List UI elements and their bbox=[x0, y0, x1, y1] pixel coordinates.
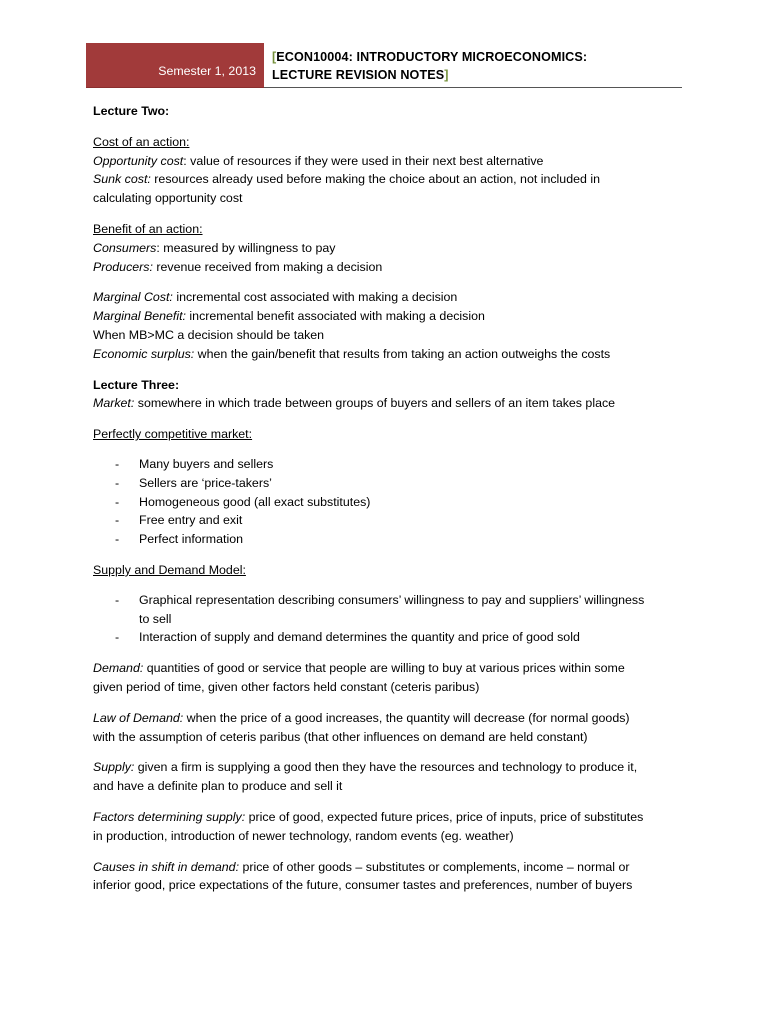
marginal-cost-line bbox=[93, 288, 693, 307]
demand-text-1: quantities of good or service that people are willing to buy at various prices within some bbox=[143, 661, 625, 676]
lecture-two-heading: Lecture Two: bbox=[93, 104, 170, 118]
sdm-item-1-line-1: - Graphical representation describing consumers’ willingness to pay and suppliers’ willingness bbox=[139, 592, 645, 607]
title-bracket-open: [ bbox=[272, 50, 277, 64]
list-item: - Perfect information bbox=[93, 530, 693, 549]
factors-supply-line-1 bbox=[93, 808, 693, 827]
title-line-1: ECON10004: INTRODUCTORY MICROECONOMICS: bbox=[276, 50, 588, 64]
law-of-demand-term: Law of Demand: bbox=[93, 710, 184, 725]
lecture-two-heading-block bbox=[93, 102, 693, 121]
marginal-cost-text: incremental cost associated with making a decision bbox=[172, 290, 458, 305]
document-body bbox=[93, 102, 693, 907]
marginal-benefit-term: Marginal Benefit: bbox=[93, 309, 186, 324]
factors-supply-text-2: in production, introduction of newer technology, random events (eg. weather) bbox=[93, 828, 514, 843]
sdm-list bbox=[93, 591, 693, 647]
pcm-list bbox=[93, 455, 693, 549]
supply-text-2: and have a definite plan to produce and sell it bbox=[93, 779, 343, 794]
law-of-demand-paragraph bbox=[93, 709, 693, 747]
law-of-demand-text-2: with the assumption of ceteris paribus (that other influences on demand are held constant) bbox=[93, 729, 588, 744]
supply-line-1 bbox=[93, 758, 693, 777]
market-term: Market: bbox=[93, 396, 135, 411]
sunk-cost-term: Sunk cost: bbox=[93, 172, 151, 187]
list-item: - Interaction of supply and demand determines the quantity and price of good sold bbox=[93, 628, 693, 647]
producers-line bbox=[93, 258, 693, 277]
market-line bbox=[93, 394, 693, 413]
opportunity-cost-text: : value of resources if they were used in their next best alternative bbox=[183, 153, 544, 168]
economic-surplus-text: when the gain/benefit that results from taking an action outweighs the costs bbox=[194, 346, 611, 361]
lecture-three-heading: Lecture Three: bbox=[93, 377, 180, 392]
semester-label: Semester 1, 2013 bbox=[158, 64, 256, 79]
demand-shift-paragraph bbox=[93, 858, 693, 896]
header-rule bbox=[264, 87, 682, 88]
producers-text: revenue received from making a decision bbox=[152, 259, 383, 274]
supply-paragraph bbox=[93, 758, 693, 796]
semester-box bbox=[86, 43, 264, 87]
header-rule-left bbox=[86, 87, 264, 88]
supply-term: Supply: bbox=[93, 760, 135, 775]
demand-term: Demand: bbox=[93, 661, 144, 676]
demand-paragraph bbox=[93, 659, 693, 697]
demand-shift-term: Causes in shift in demand: bbox=[93, 859, 240, 874]
list-item bbox=[93, 591, 693, 629]
consumers-line bbox=[93, 239, 693, 258]
producers-term: Producers: bbox=[93, 259, 153, 274]
pcm-heading-block bbox=[93, 425, 693, 444]
economic-surplus-line bbox=[93, 345, 693, 364]
marginal-cost-term: Marginal Cost: bbox=[93, 290, 173, 305]
page-header bbox=[86, 43, 682, 89]
sunk-cost-text-1: resources already used before making the choice about an action, not included in bbox=[150, 172, 600, 187]
mb-mc-rule: When MB>MC a decision should be taken bbox=[93, 327, 325, 342]
cost-heading: Cost of an action: bbox=[93, 134, 190, 149]
marginal-benefit-text: incremental benefit associated with making a decision bbox=[185, 309, 485, 324]
demand-shift-line-1 bbox=[93, 858, 693, 877]
benefit-heading: Benefit of an action: bbox=[93, 221, 203, 236]
pcm-heading: Perfectly competitive market: bbox=[93, 427, 253, 442]
sunk-cost-text-2: calculating opportunity cost bbox=[93, 191, 243, 206]
consumers-term: Consumers bbox=[93, 240, 157, 255]
document-title bbox=[272, 48, 587, 84]
demand-shift-text-1: price of other goods – substitutes or complements, income – normal or bbox=[239, 859, 630, 874]
demand-text-2: given period of time, given other factors held constant (ceteris paribus) bbox=[93, 679, 480, 694]
list-item: - Many buyers and sellers bbox=[93, 455, 693, 474]
opportunity-cost-term: Opportunity cost bbox=[93, 153, 184, 168]
list-item: - Sellers are ‘price-takers’ bbox=[93, 474, 693, 493]
marginal-benefit-line bbox=[93, 307, 693, 326]
sunk-cost-line bbox=[93, 170, 693, 189]
sdm-heading: Supply and Demand Model: bbox=[93, 562, 246, 577]
marginal-section bbox=[93, 288, 693, 363]
list-item: - Free entry and exit bbox=[93, 511, 693, 530]
law-of-demand-text-1: when the price of a good increases, the quantity will decrease (for normal goods) bbox=[183, 710, 630, 725]
sdm-heading-block bbox=[93, 561, 693, 580]
factors-supply-paragraph bbox=[93, 808, 693, 846]
lecture-three-intro bbox=[93, 376, 693, 414]
title-line-2: LECTURE REVISION NOTES bbox=[272, 68, 445, 82]
benefit-of-action-section bbox=[93, 220, 693, 276]
supply-text-1: given a firm is supplying a good then they have the resources and technology to produce it, bbox=[134, 760, 638, 775]
cost-of-action-section bbox=[93, 133, 693, 208]
factors-supply-term: Factors determining supply: bbox=[93, 809, 246, 824]
demand-shift-text-2: inferior good, price expectations of the future, consumer tastes and preferences, number of buyers bbox=[93, 878, 633, 893]
market-text: somewhere in which trade between groups of buyers and sellers of an item takes place bbox=[134, 396, 616, 411]
factors-supply-text-1: price of good, expected future prices, price of inputs, price of substitutes bbox=[245, 809, 644, 824]
opportunity-cost-line bbox=[93, 152, 693, 171]
title-bracket-close: ] bbox=[444, 68, 449, 82]
sdm-item-1-line-2: to sell bbox=[139, 611, 172, 626]
consumers-text: : measured by willingness to pay bbox=[156, 240, 336, 255]
demand-line-1 bbox=[93, 659, 693, 678]
law-of-demand-line-1 bbox=[93, 709, 693, 728]
list-item: - Homogeneous good (all exact substitutes) bbox=[93, 493, 693, 512]
economic-surplus-term: Economic surplus: bbox=[93, 346, 195, 361]
